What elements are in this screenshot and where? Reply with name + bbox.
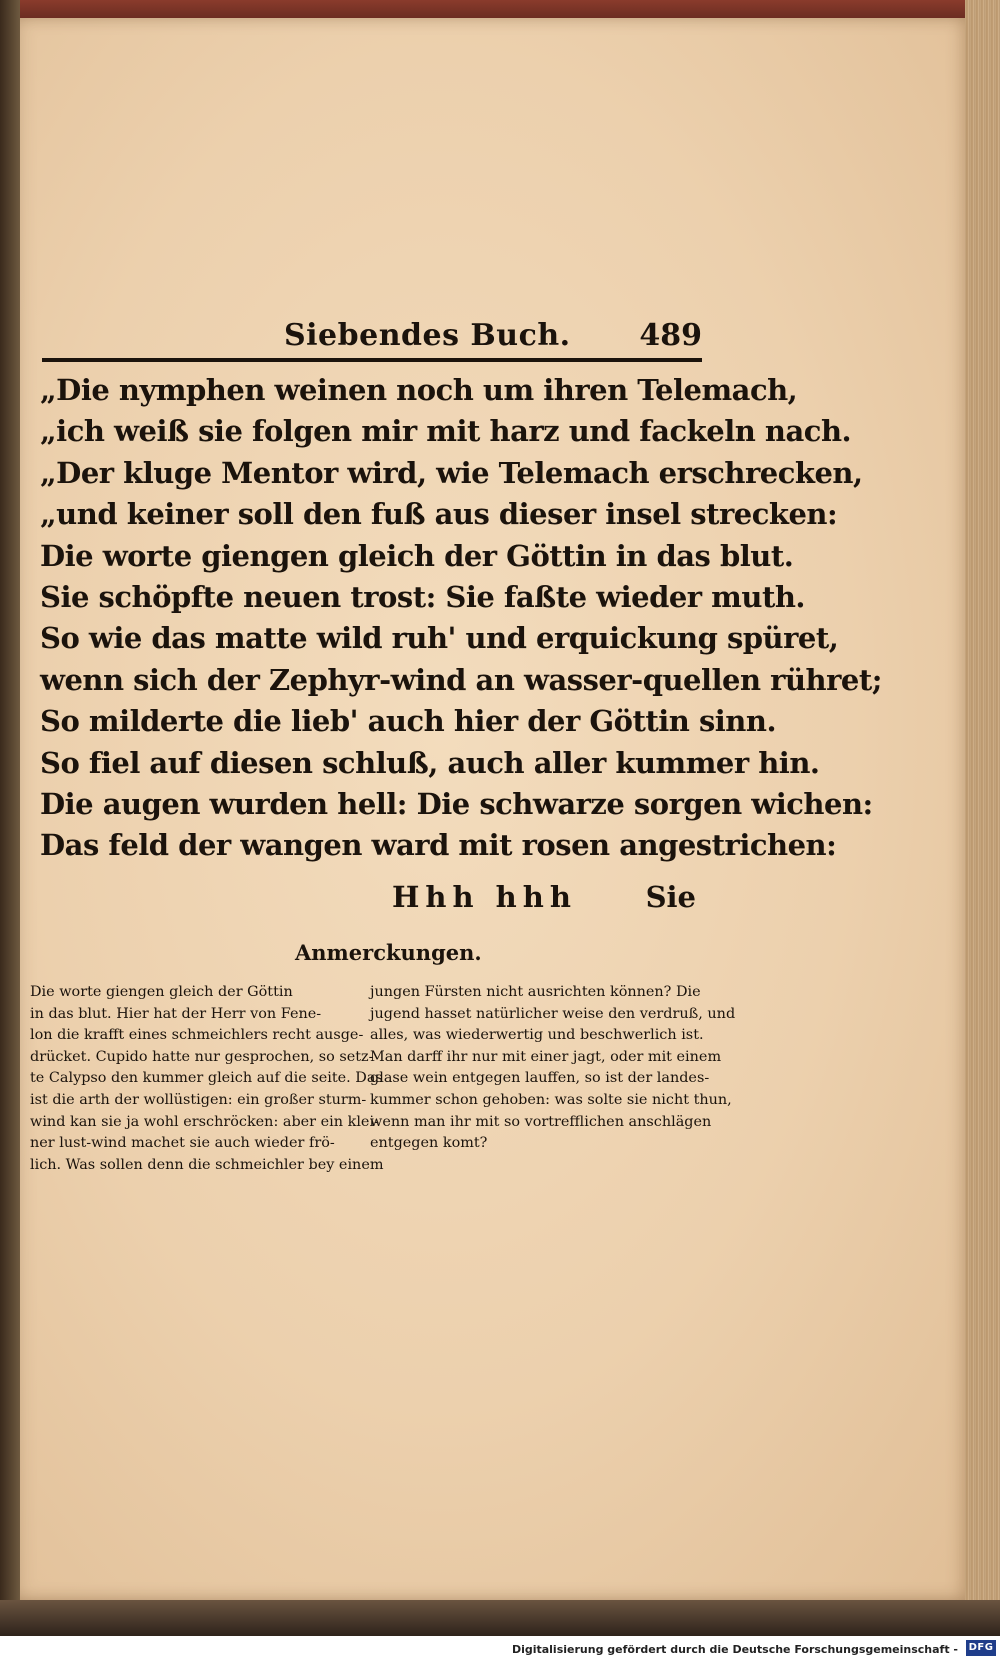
notes-column-left [30,982,384,1176]
verse-line: So wie das matte wild ruh' und erquickung spüret, [40,621,839,656]
note-line: Man darff ihr nur mit einer jagt, oder mit einem [370,1048,722,1065]
note-line: glase wein entgegen lauffen, so ist der landes- [370,1070,710,1087]
header-rule [42,358,702,362]
verse-line: „ich weiß sie folgen mir mit harz und fackeln nach. [40,414,852,449]
note-line: wind kan sie ja wohl erschröcken: aber ein klei- [30,1113,379,1130]
note-line: Die worte giengen gleich der Göttin [30,984,293,1000]
page-number: 489 [639,318,702,353]
running-title: Siebendes Buch. [284,318,571,353]
note-line: alles, was wiederwertig und beschwerlich ist. [370,1027,704,1044]
note-line: in das blut. Hier hat der Herr von Fene- [30,1005,322,1022]
page-header [42,318,702,358]
funding-credit: Digitalisierung gefördert durch die Deutsche Forschungsgemeinschaft - [511,1643,958,1656]
dfg-logo-icon: DFG [966,1640,996,1656]
verse-line: Das feld der wangen ward mit rosen angestrichen: [40,828,837,863]
signature-mark: Hhh hhh [392,880,577,914]
notes-column-right [370,982,736,1155]
book-binding-edge [0,0,20,1660]
verse-line: „Die nymphen weinen noch um ihren Telemach, [40,373,798,407]
verse-line: wenn sich der Zephyr-wind an wasser-quellen rühret; [40,662,882,697]
page-stack-edge [965,0,1000,1660]
catchline [40,880,700,920]
note-line: ner lust-wind machet sie auch wieder frö- [30,1135,335,1152]
note-line: te Calypso den kummer gleich auf die seite. Das [30,1070,383,1087]
verse-block [40,370,882,867]
note-line: lich. Was sollen denn die schmeichler bey einem [30,1156,384,1173]
verse-line: So milderte die lieb' auch hier der Göttin sinn. [40,704,777,739]
note-line: entgegen komt? [370,1135,488,1152]
note-line: wenn man ihr mit so vortrefflichen anschlägen [370,1113,712,1130]
notes-heading: Anmerckungen. [295,940,482,965]
note-line: jungen Fürsten nicht ausrichten können? Die [370,984,701,1000]
note-line: ist die arth der wollüstigen: ein großer sturm- [30,1091,367,1108]
verse-line: „Der kluge Mentor wird, wie Telemach erschrecken, [40,455,863,490]
verse-line: Sie schöpfte neuen trost: Sie faßte wieder muth. [40,580,806,615]
note-line: drücket. Cupido hatte nur gesprochen, so setz- [30,1048,374,1065]
book-bottom-edge [0,1600,1000,1636]
note-line: kummer schon gehoben: was solte sie nicht thun, [370,1091,732,1108]
verse-line: So fiel auf diesen schluß, auch aller kummer hin. [40,745,820,780]
book-top-edge [0,0,1000,18]
verse-line: Die augen wurden hell: Die schwarze sorgen wichen: [40,787,873,822]
verse-line: „und keiner soll den fuß aus dieser insel strecken: [40,497,838,532]
catchword: Sie [645,880,696,914]
verse-line: Die worte giengen gleich der Göttin in das blut. [40,538,794,573]
note-line: lon die krafft eines schmeichlers recht ausge- [30,1027,364,1044]
note-line: jugend hasset natürlicher weise den verdruß, und [370,1005,736,1022]
